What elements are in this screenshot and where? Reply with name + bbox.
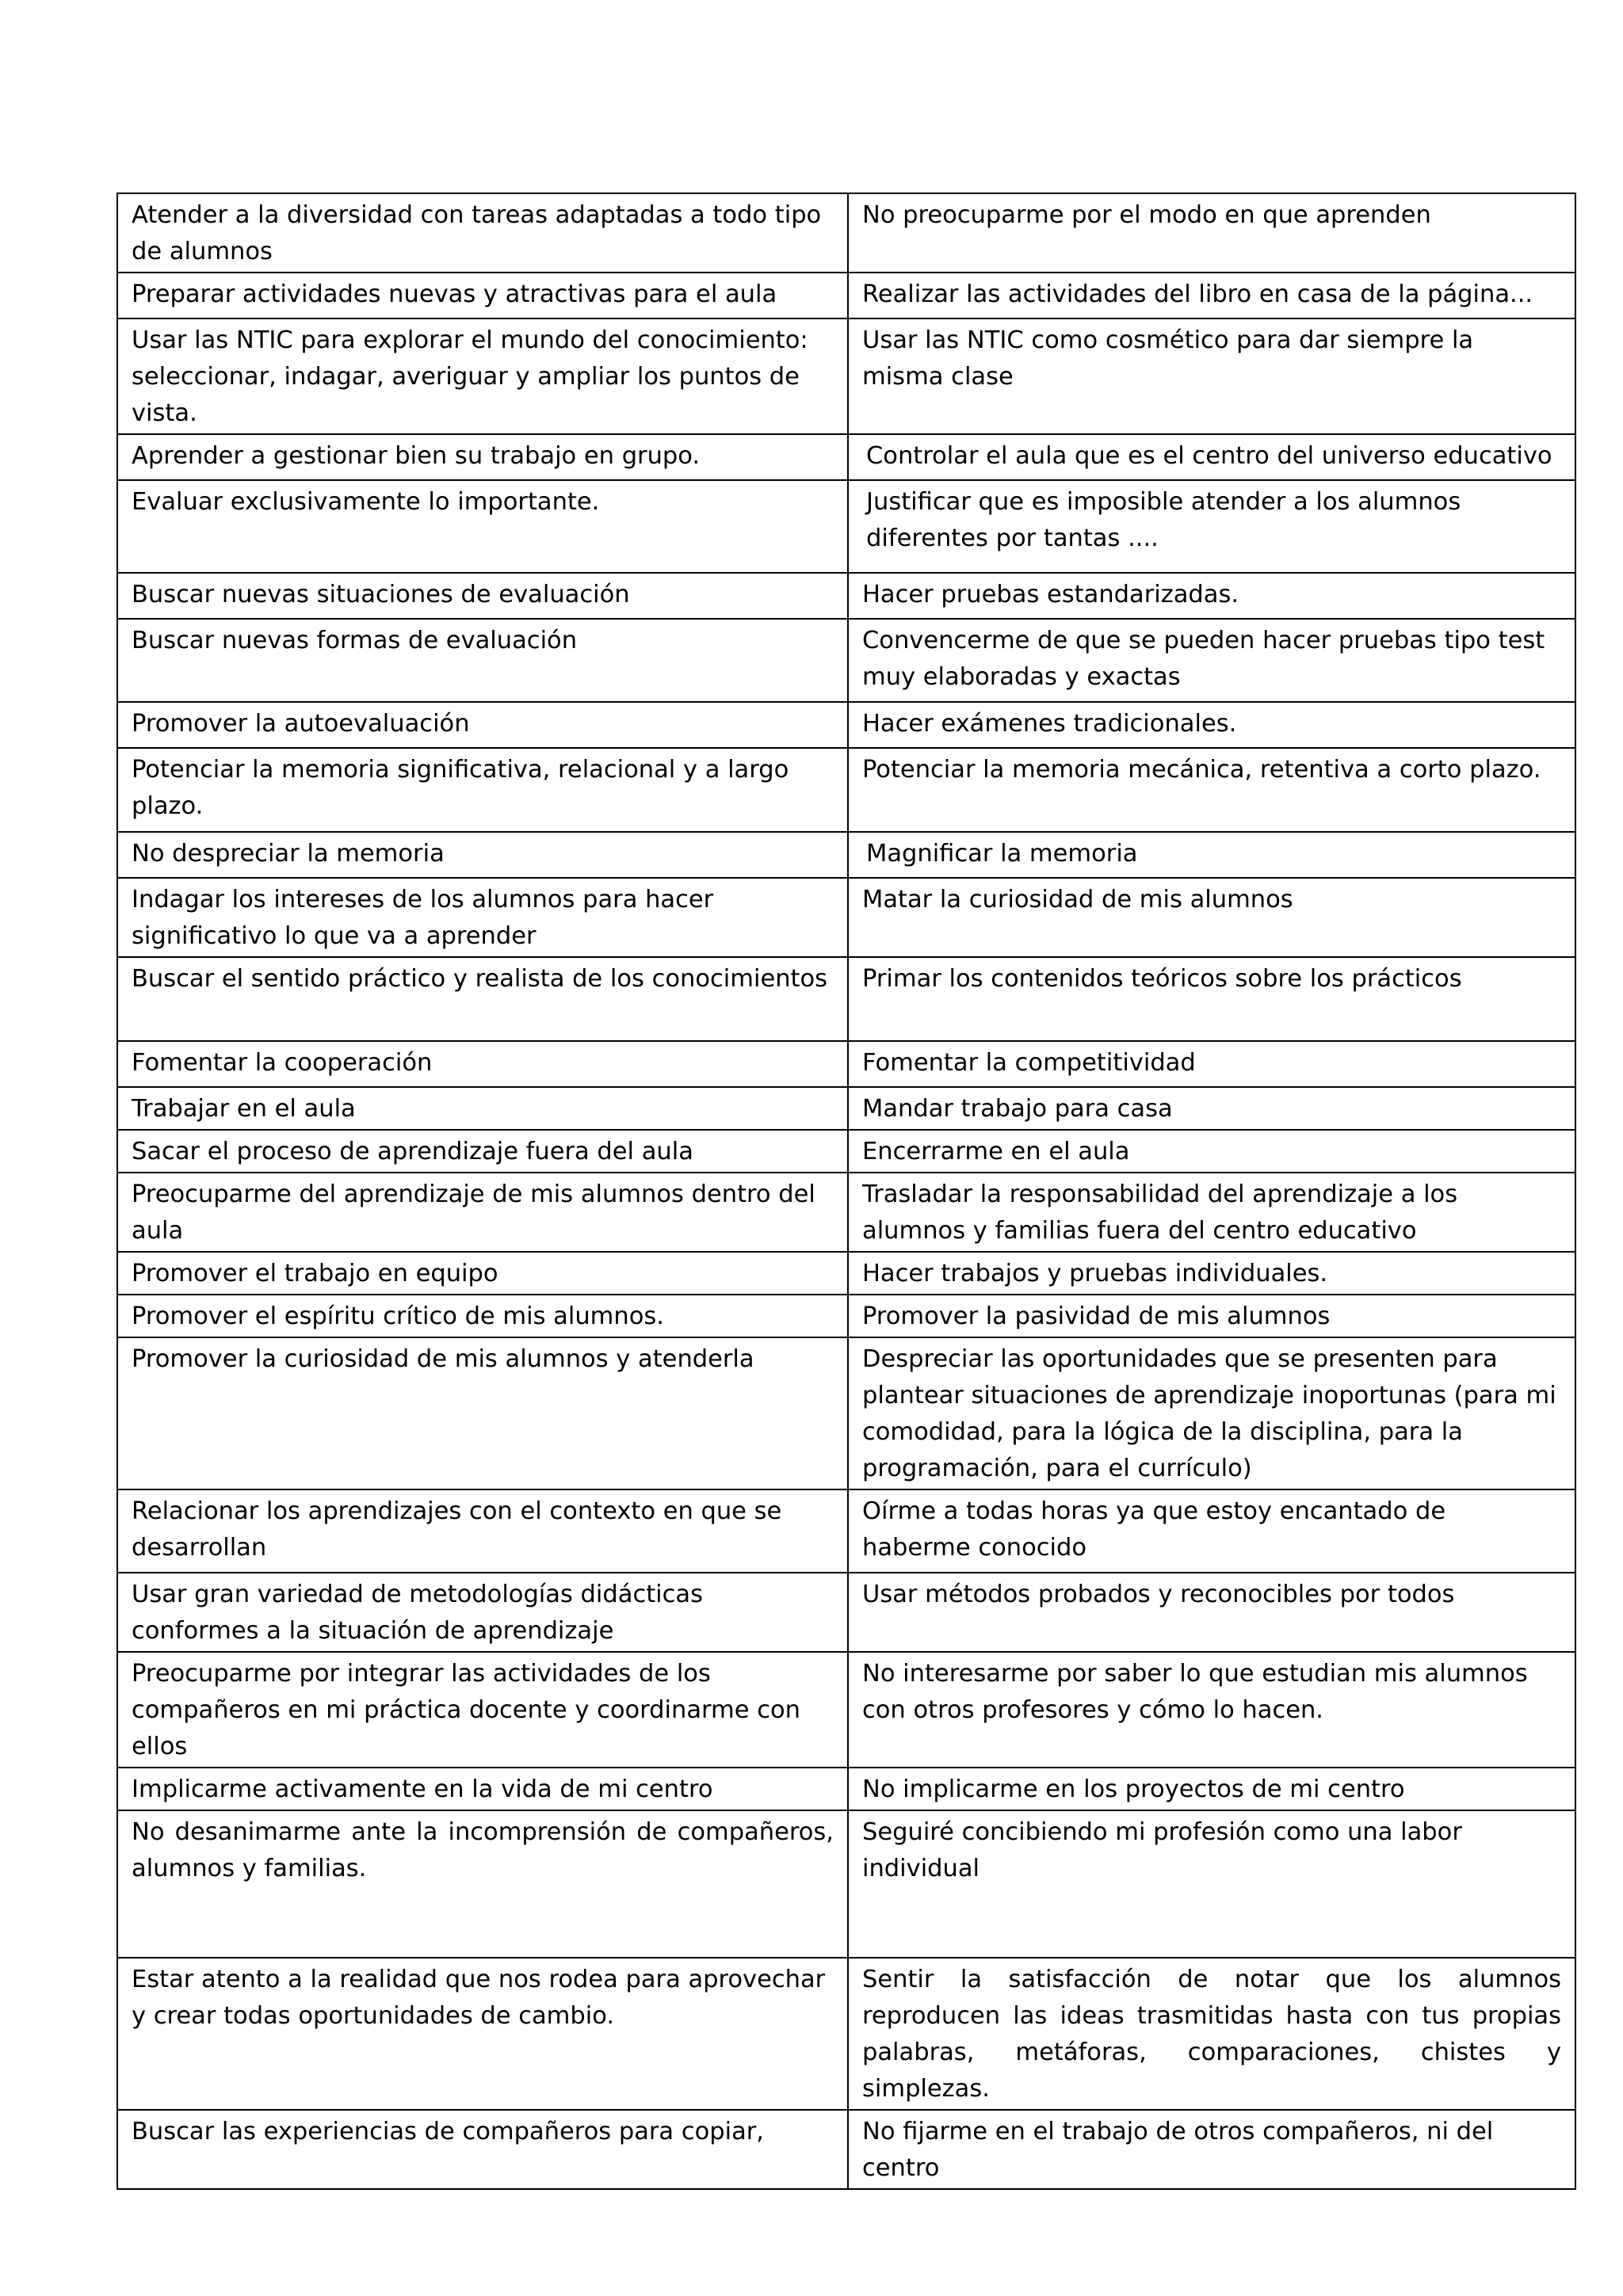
right-cell: Trasladar la responsabilidad del aprendizaje a los alumnos y familias fuera del centro educativo [848, 1173, 1575, 1252]
table-row [117, 1958, 1575, 2110]
table-row [117, 748, 1575, 832]
table-row [117, 434, 1575, 480]
right-cell: Justificar que es imposible atender a los alumnos diferentes por tantas .... [848, 480, 1575, 573]
left-cell: Usar las NTIC para explorar el mundo del conocimiento: seleccionar, indagar, averiguar y ampliar los puntos de vista. [117, 318, 848, 434]
table-row [117, 1652, 1575, 1768]
right-cell: Hacer pruebas estandarizadas. [848, 573, 1575, 619]
table-row [117, 318, 1575, 434]
left-cell: Buscar el sentido práctico y realista de los conocimientos [117, 957, 848, 1041]
left-cell: Aprender a gestionar bien su trabajo en grupo. [117, 434, 848, 480]
right-cell: Despreciar las oportunidades que se presenten para plantear situaciones de aprendizaje inoportunas (para mi comodidad, para la lógica de la disciplina, para la programación, para el currículo) [848, 1337, 1575, 1489]
left-cell: Promover el espíritu crítico de mis alumnos. [117, 1295, 848, 1337]
right-cell: Controlar el aula que es el centro del universo educativo [848, 434, 1575, 480]
left-cell: Preocuparme por integrar las actividades de los compañeros en mi práctica docente y coordinarme con ellos [117, 1652, 848, 1768]
table-row [117, 193, 1575, 273]
table-row [117, 702, 1575, 748]
left-cell: Preocuparme del aprendizaje de mis alumnos dentro del aula [117, 1173, 848, 1252]
table-row [117, 573, 1575, 619]
table-row [117, 2110, 1575, 2189]
table-row [117, 1337, 1575, 1489]
right-cell: Primar los contenidos teóricos sobre los prácticos [848, 957, 1575, 1041]
left-cell: Preparar actividades nuevas y atractivas para el aula [117, 273, 848, 318]
left-cell: Buscar nuevas situaciones de evaluación [117, 573, 848, 619]
right-cell: Matar la curiosidad de mis alumnos [848, 878, 1575, 957]
table-row [117, 273, 1575, 318]
left-cell: Buscar las experiencias de compañeros para copiar, [117, 2110, 848, 2189]
right-cell: Mandar trabajo para casa [848, 1087, 1575, 1130]
table-row [117, 619, 1575, 702]
right-cell: Hacer trabajos y pruebas individuales. [848, 1252, 1575, 1295]
left-cell: Sacar el proceso de aprendizaje fuera del aula [117, 1130, 848, 1173]
table-row [117, 1130, 1575, 1173]
comparison-table [116, 193, 1576, 2190]
left-cell: Evaluar exclusivamente lo importante. [117, 480, 848, 573]
table-row [117, 1041, 1575, 1087]
right-cell: Oírme a todas horas ya que estoy encantado de haberme conocido [848, 1489, 1575, 1573]
table-row [117, 1252, 1575, 1295]
right-cell: Convencerme de que se pueden hacer pruebas tipo test muy elaboradas y exactas [848, 619, 1575, 702]
right-cell: Realizar las actividades del libro en casa de la página... [848, 273, 1575, 318]
left-cell: Indagar los intereses de los alumnos para hacer significativo lo que va a aprender [117, 878, 848, 957]
right-cell: Potenciar la memoria mecánica, retentiva a corto plazo. [848, 748, 1575, 832]
right-cell: Magnificar la memoria [848, 832, 1575, 878]
right-cell: No implicarme en los proyectos de mi centro [848, 1768, 1575, 1810]
left-cell: Trabajar en el aula [117, 1087, 848, 1130]
table-row [117, 1087, 1575, 1130]
right-cell: No preocuparme por el modo en que aprenden [848, 193, 1575, 273]
right-cell: Promover la pasividad de mis alumnos [848, 1295, 1575, 1337]
left-cell: Promover la autoevaluación [117, 702, 848, 748]
right-cell: Fomentar la competitividad [848, 1041, 1575, 1087]
left-cell: No desanimarme ante la incomprensión de compañeros, alumnos y familias. [117, 1810, 848, 1958]
left-cell: Promover el trabajo en equipo [117, 1252, 848, 1295]
left-cell: Promover la curiosidad de mis alumnos y atenderla [117, 1337, 848, 1489]
table-row [117, 480, 1575, 573]
table-row [117, 1573, 1575, 1652]
left-cell: No despreciar la memoria [117, 832, 848, 878]
table-row [117, 878, 1575, 957]
table-body [117, 193, 1575, 2189]
table-row [117, 1810, 1575, 1958]
right-cell: Sentir la satisfacción de notar que los alumnos reproducen las ideas trasmitidas hasta con tus propias palabras, metáforas, comparaciones, chistes y simplezas. [848, 1958, 1575, 2110]
left-cell: Potenciar la memoria significativa, relacional y a largo plazo. [117, 748, 848, 832]
right-cell: Usar métodos probados y reconocibles por todos [848, 1573, 1575, 1652]
right-cell: No fijarme en el trabajo de otros compañeros, ni del centro [848, 2110, 1575, 2189]
left-cell: Relacionar los aprendizajes con el contexto en que se desarrollan [117, 1489, 848, 1573]
left-cell: Fomentar la cooperación [117, 1041, 848, 1087]
left-cell: Buscar nuevas formas de evaluación [117, 619, 848, 702]
left-cell: Implicarme activamente en la vida de mi centro [117, 1768, 848, 1810]
table-row [117, 957, 1575, 1041]
right-cell: Seguiré concibiendo mi profesión como una labor individual [848, 1810, 1575, 1958]
right-cell: No interesarme por saber lo que estudian mis alumnos con otros profesores y cómo lo hacen. [848, 1652, 1575, 1768]
right-cell: Usar las NTIC como cosmético para dar siempre la misma clase [848, 318, 1575, 434]
right-cell: Hacer exámenes tradicionales. [848, 702, 1575, 748]
left-cell: Atender a la diversidad con tareas adaptadas a todo tipo de alumnos [117, 193, 848, 273]
left-cell: Estar atento a la realidad que nos rodea para aprovechar y crear todas oportunidades de cambio. [117, 1958, 848, 2110]
table-row [117, 1489, 1575, 1573]
right-cell: Encerrarme en el aula [848, 1130, 1575, 1173]
left-cell: Usar gran variedad de metodologías didácticas conformes a la situación de aprendizaje [117, 1573, 848, 1652]
table-row [117, 1173, 1575, 1252]
table-row [117, 832, 1575, 878]
table-row [117, 1295, 1575, 1337]
table-row [117, 1768, 1575, 1810]
